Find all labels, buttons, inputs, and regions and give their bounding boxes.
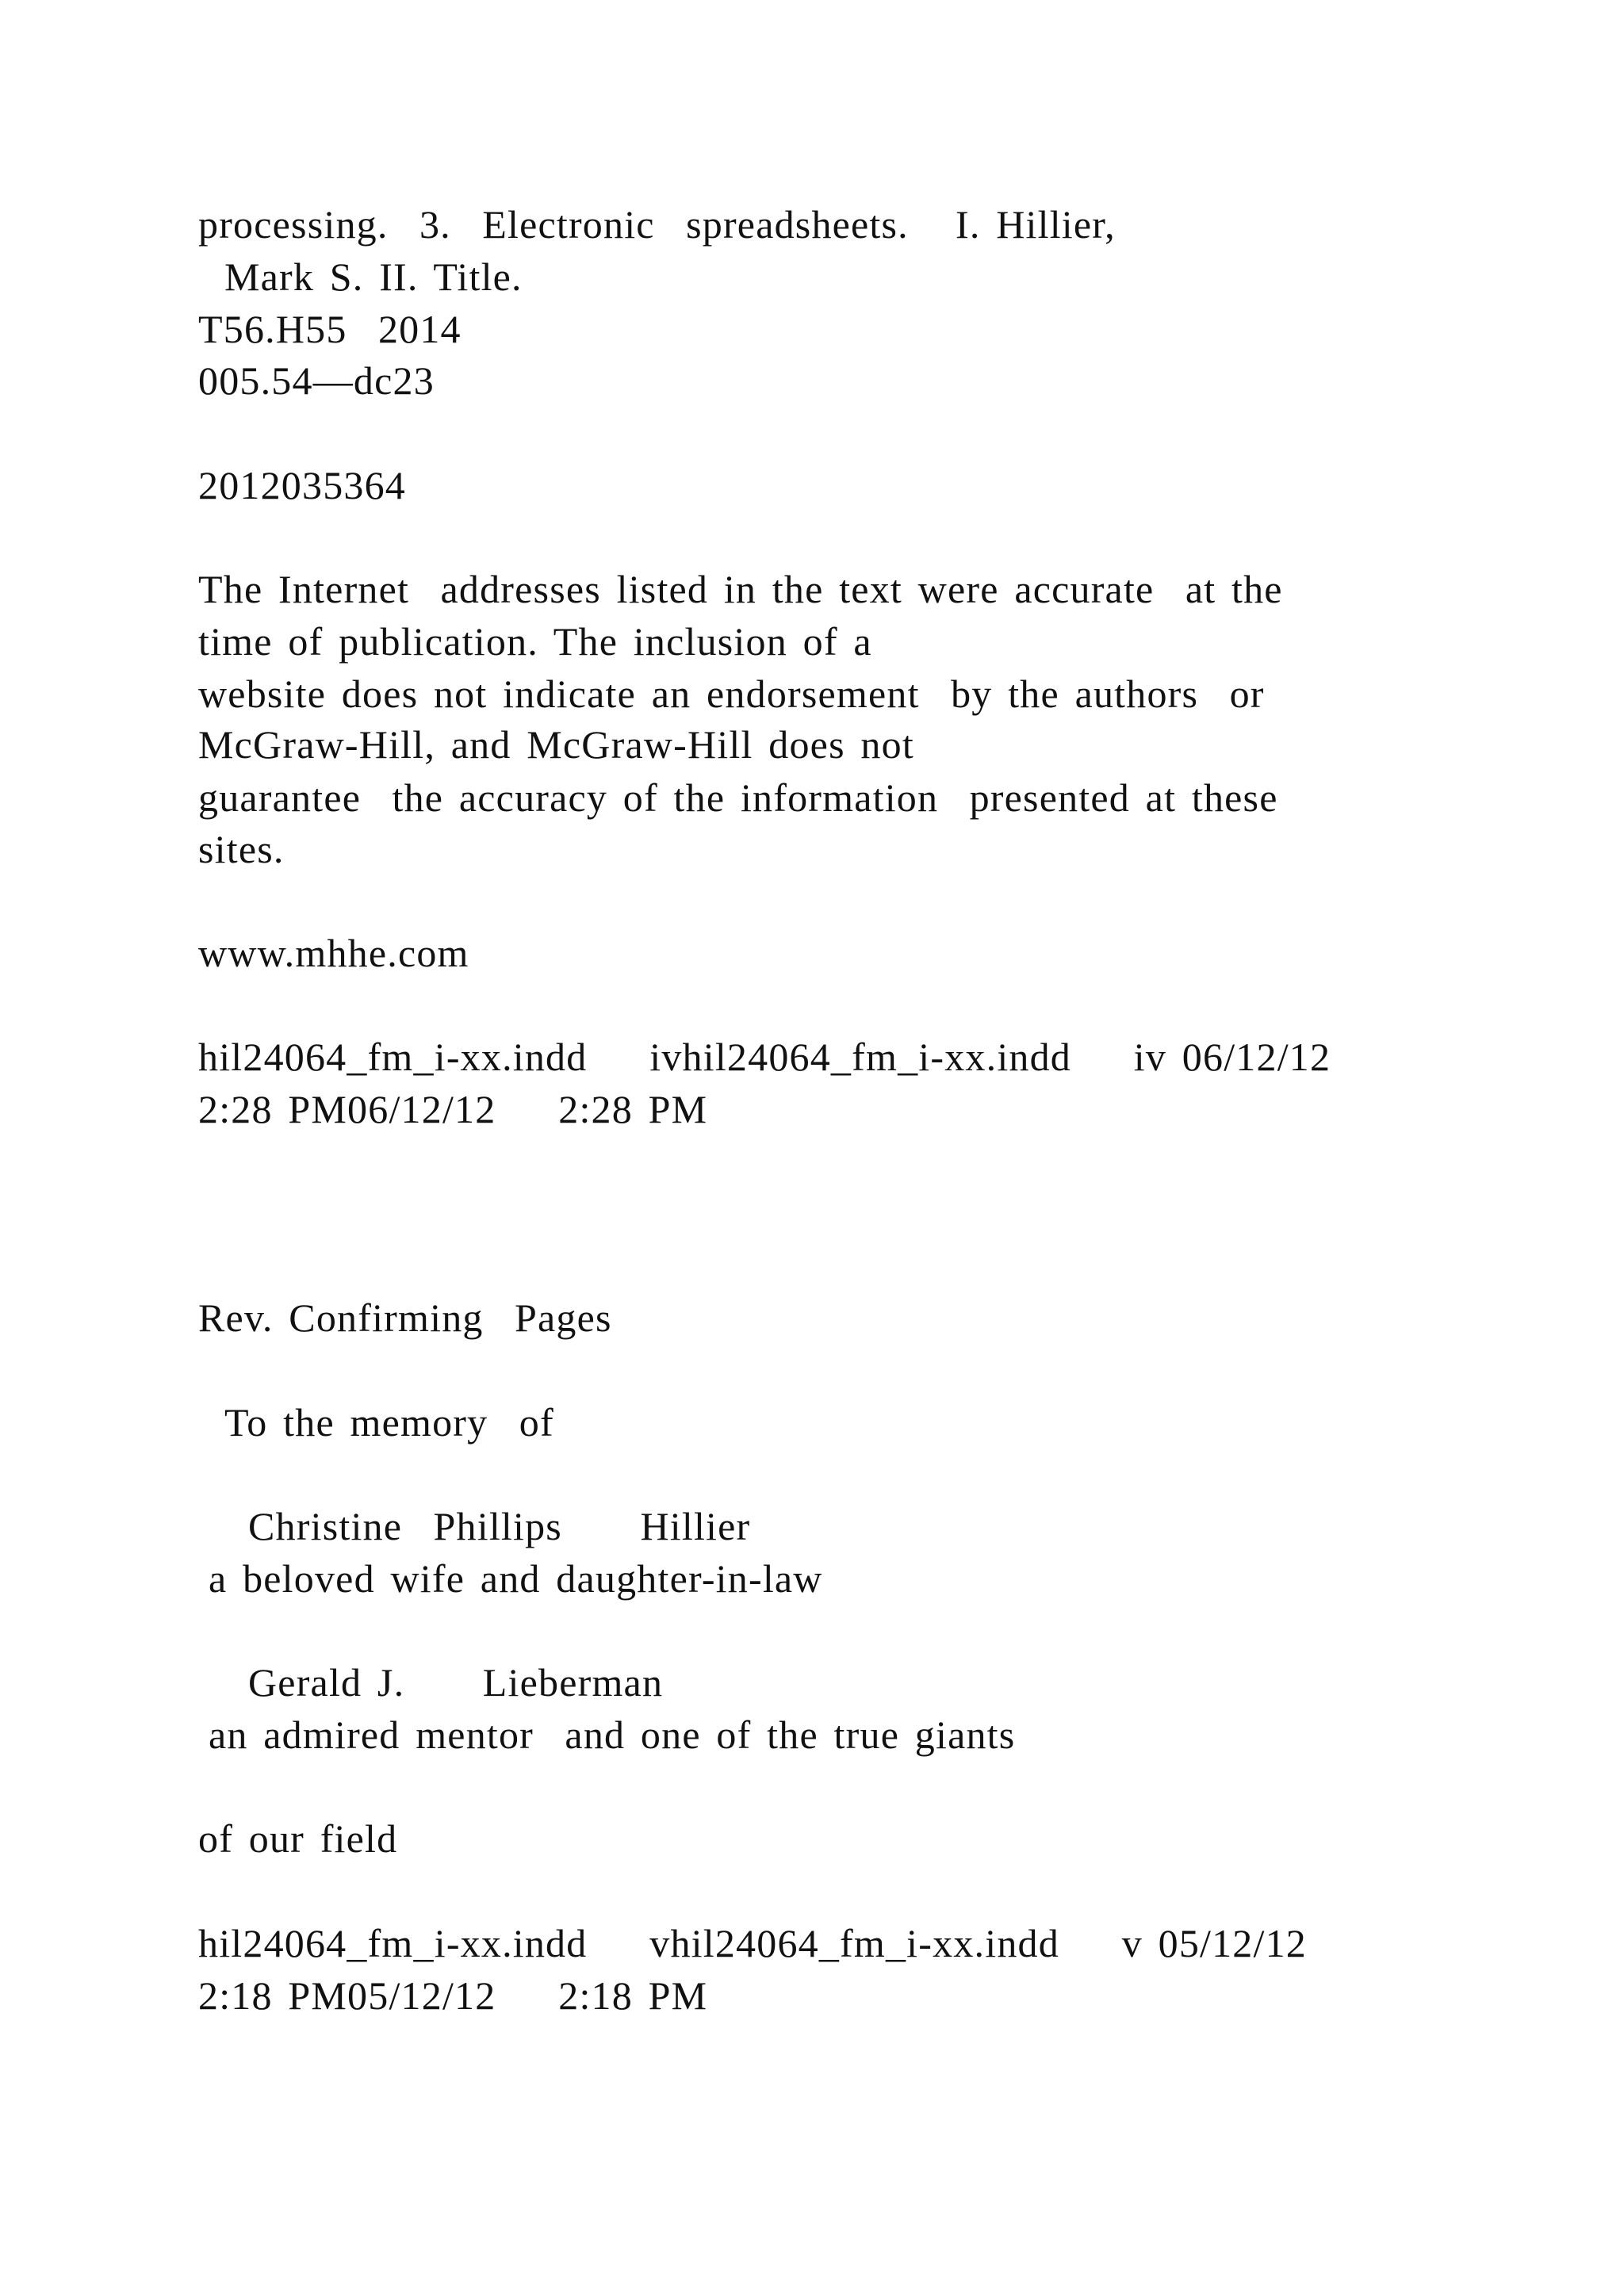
disclaimer-line-2: time of publication. The inclusion of a <box>198 619 872 664</box>
dedication-person-1-name: Christine Phillips Hillier <box>248 1504 751 1548</box>
disclaimer-line-5: guarantee the accuracy of the information presented at these <box>198 775 1278 820</box>
call-number: T56.H55 2014 <box>198 307 462 351</box>
slug-line-2: 2:28 PM06/12/12 2:28 PM <box>198 1087 708 1131</box>
disclaimer-line-4: McGraw-Hill, and McGraw-Hill does not <box>198 722 914 767</box>
dedication-person-2-desc-cont: of our field <box>198 1816 398 1861</box>
catalog-line-2: Mark S. II. Title. <box>224 254 523 299</box>
disclaimer-line-6: sites. <box>198 827 285 871</box>
disclaimer-line-1: The Internet addresses listed in the text were accurate at the <box>198 567 1283 611</box>
website-url: www.mhhe.com <box>198 931 469 975</box>
slug-line-4: 2:18 PM05/12/12 2:18 PM <box>198 1973 708 2018</box>
dedication-person-2-name: Gerald J. Lieberman <box>248 1660 664 1705</box>
catalog-line-1: processing. 3. Electronic spreadsheets. I. Hillier, <box>198 202 1116 247</box>
slug-line-1: hil24064_fm_i-xx.indd ivhil24064_fm_i-xx.indd iv 06/12/12 <box>198 1035 1331 1079</box>
dedication-person-2-desc: an admired mentor and one of the true giants <box>209 1712 1016 1757</box>
disclaimer-line-3: website does not indicate an endorsement by the authors or <box>198 672 1265 716</box>
lccn: 2012035364 <box>198 463 406 507</box>
slug-line-3: hil24064_fm_i-xx.indd vhil24064_fm_i-xx.indd v 05/12/12 <box>198 1921 1308 1965</box>
dewey-number: 005.54—dc23 <box>198 358 435 403</box>
dedication-intro: To the memory of <box>224 1400 554 1445</box>
page-status: Rev. Confirming Pages <box>198 1295 612 1340</box>
dedication-person-1-desc: a beloved wife and daughter-in-law <box>209 1556 823 1601</box>
